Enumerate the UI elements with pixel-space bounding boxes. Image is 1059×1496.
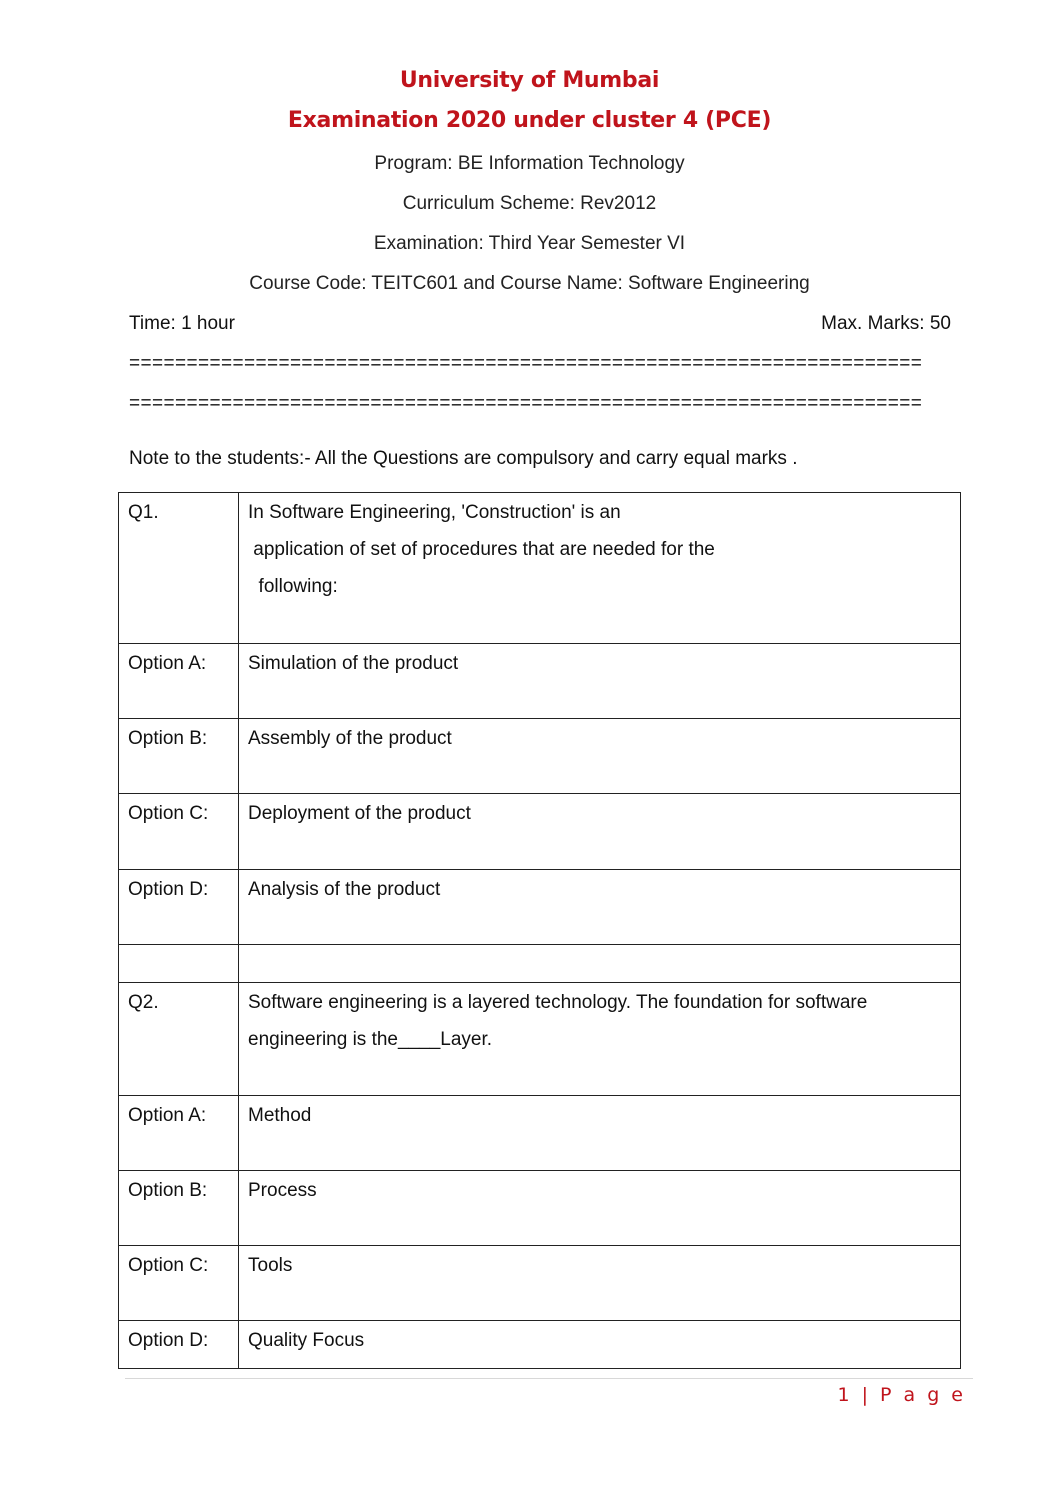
option-text: Deployment of the product	[239, 794, 961, 870]
question-text-line: following:	[248, 576, 338, 597]
separator-line: =====================================================================	[129, 393, 923, 414]
option-label: Option B:	[119, 719, 239, 794]
question-table	[118, 492, 961, 1369]
question-row	[119, 983, 961, 1096]
empty-cell	[239, 945, 961, 983]
time-allowed: Time: 1 hour	[129, 313, 235, 334]
option-row	[119, 1096, 961, 1171]
question-text-line: engineering is the____Layer.	[248, 1029, 493, 1050]
option-label: Option D:	[119, 870, 239, 945]
question-text-line: application of set of procedures that are needed for the	[248, 539, 715, 560]
question-text-line: In Software Engineering, 'Construction' is an	[248, 502, 621, 523]
question-row	[119, 493, 961, 644]
option-row	[119, 794, 961, 870]
option-label: Option D:	[119, 1321, 239, 1369]
option-label: Option C:	[119, 1246, 239, 1321]
question-number: Q2.	[119, 983, 239, 1096]
question-number: Q1.	[119, 493, 239, 644]
option-row	[119, 719, 961, 794]
footer-divider	[125, 1378, 973, 1379]
question-text	[239, 493, 961, 644]
option-label: Option A:	[119, 644, 239, 719]
university-title: University of Mumbai	[399, 68, 660, 93]
student-note: Note to the students:- All the Questions are compulsory and carry equal marks .	[129, 448, 798, 469]
option-text: Simulation of the product	[239, 644, 961, 719]
course-line: Course Code: TEITC601 and Course Name: Software Engineering	[249, 273, 810, 294]
question-text	[239, 983, 961, 1096]
option-label: Option A:	[119, 1096, 239, 1171]
option-text: Tools	[239, 1246, 961, 1321]
option-row	[119, 644, 961, 719]
option-label: Option B:	[119, 1171, 239, 1246]
option-row	[119, 1321, 961, 1369]
option-text: Method	[239, 1096, 961, 1171]
empty-row	[119, 945, 961, 983]
examination-title: Examination 2020 under cluster 4 (PCE)	[287, 108, 772, 133]
option-text: Process	[239, 1171, 961, 1246]
max-marks: Max. Marks: 50	[821, 313, 951, 334]
program-line: Program: BE Information Technology	[374, 153, 685, 174]
option-row	[119, 870, 961, 945]
question-text-line: Software engineering is a layered technology. The foundation for software	[248, 992, 868, 1013]
option-text: Quality Focus	[239, 1321, 961, 1369]
option-label: Option C:	[119, 794, 239, 870]
option-row	[119, 1246, 961, 1321]
separator-line: =====================================================================	[129, 353, 923, 374]
curriculum-scheme-line: Curriculum Scheme: Rev2012	[402, 193, 657, 214]
option-row	[119, 1171, 961, 1246]
option-text: Assembly of the product	[239, 719, 961, 794]
empty-cell	[119, 945, 239, 983]
page-number: 1 | P a g e	[837, 1384, 966, 1406]
option-text: Analysis of the product	[239, 870, 961, 945]
examination-line: Examination: Third Year Semester VI	[373, 233, 686, 254]
